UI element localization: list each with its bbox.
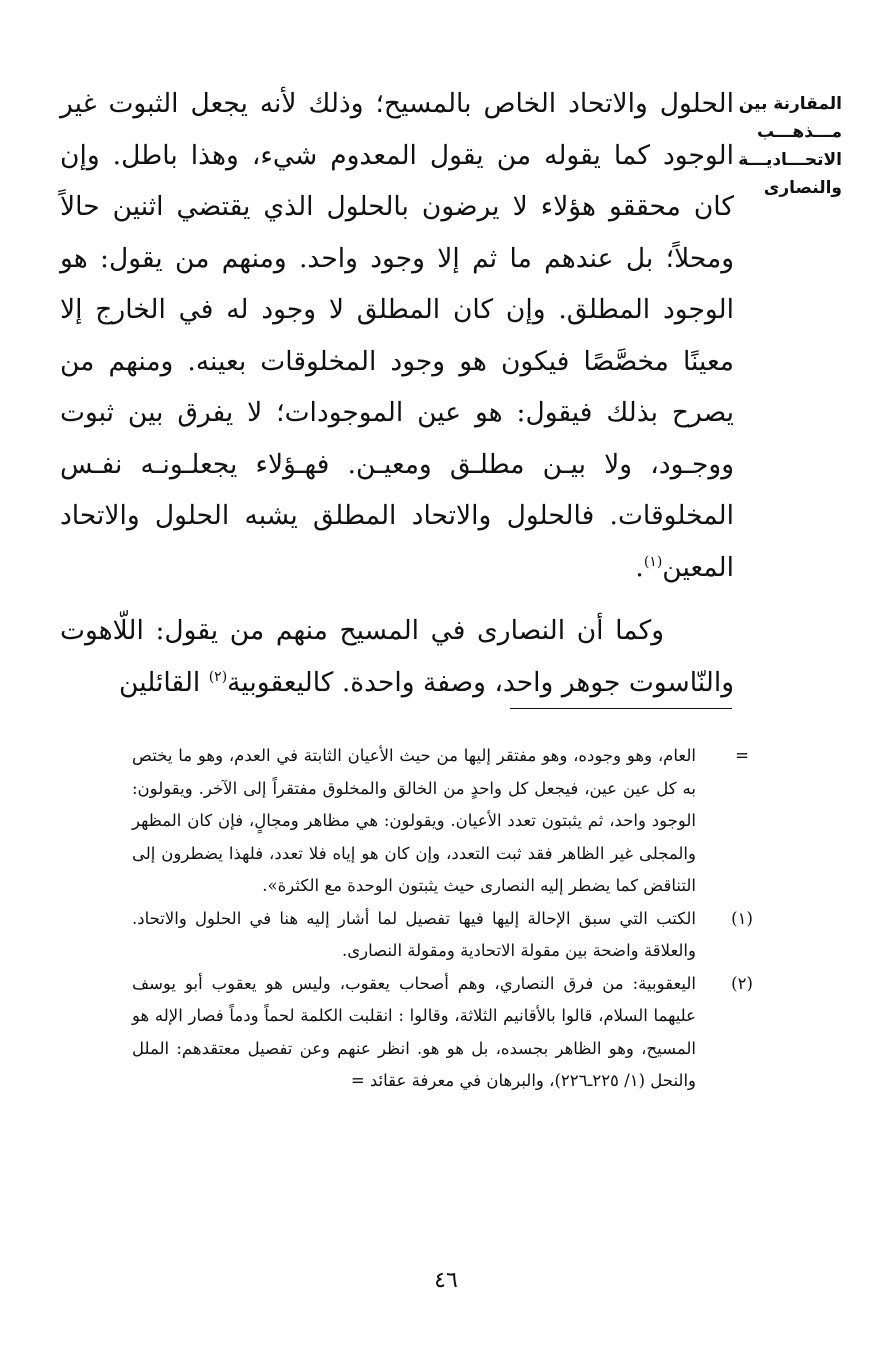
footnote-1 [132, 903, 752, 968]
main-paragraph-1 [60, 78, 734, 593]
margin-note-line: والنصارى [763, 178, 842, 198]
paragraph-text: وكما أن النصارى في المسيح منهم من يقول: اللّاهوت والنّاسوت جوهر واحد، وصفة واحدة. كاليعقوبية [60, 615, 734, 698]
margin-note [738, 90, 842, 202]
footnote-text: اليعقوبية: من فرق النصاري، وهم أصحاب يعقوب، وليس هو يعقوب أبو يوسف عليهما السلام، قالوا بالأقانيم الثلاثة، وقالوا : انقلبت الكلمة لحماً ودماً فصار الإله هو المسيح، وهو الظاهر بجسده، بل هو هو. انظر عنهم وعن تفصيل معتقدهم: الملل والنحل (١/ ٢٢٥ـ٢٢٦)، والبرهان في معرفة عقائد = [132, 973, 696, 1090]
main-text [60, 78, 734, 708]
footnote-text: العام، وهو وجوده، وهو مفتقر إليها من حيث الأعيان الثابتة في العدم، وهو ما يختص به كل عين عين، فيجعل كل واحدٍ من الخالق والمخلوق مفتقراً إلى الآخر. ويقولون: الوجود واحد، ثم يثبتون تعدد الأعيان. ويقولون: هي مظاهر ومجالٍ، فإن كان المظهر والمجلى غير الظاهر فقد ثبت التعدد، وإن كان هو إياه فلا تعدد، فلهذا يضطرون إلى التناقض كما يضطر إليه النصارى حيث يثبتون الوحدة مع الكثرة». [132, 746, 696, 895]
margin-note-line: مـــذهـــب [757, 122, 842, 142]
margin-note-line: الاتحـــاديـــة [738, 150, 842, 170]
footnote-2 [132, 968, 752, 1098]
footnote-marker: (١) [731, 908, 753, 928]
footnote-ref-1: (١) [643, 553, 663, 570]
main-paragraph-2 [60, 605, 734, 708]
footnote-ref-2: (٢) [208, 668, 228, 685]
footnotes [132, 740, 752, 1098]
footnote-text: الكتب التي سبق الإحالة إليها فيها تفصيل لما أشار إليه هنا في الحلول والاتحاد. والعلاقة واضحة بين مقولة الاتحادية ومقولة النصارى. [132, 908, 696, 960]
paragraph-text: القائلين [119, 666, 209, 698]
continuation-marker: = [735, 746, 749, 765]
footnote-continuation [132, 740, 752, 903]
footnote-separator [510, 708, 732, 709]
footnote-marker: (٢) [731, 973, 753, 993]
page-number: ٤٦ [434, 1268, 458, 1293]
margin-note-line: المقارنة بين [738, 94, 842, 114]
paragraph-text: الحلول والاتحاد الخاص بالمسيح؛ وذلك لأنه يجعل الثبوت غير الوجود كما يقوله من يقول المعدوم شيء، وهذا باطل. وإن كان محققو هؤلاء لا يرضون بالحلول الذي يقتضي اثنين حالاً ومحلاً؛ بل عندهم ما ثم إلا وجود واحد. ومنهم من يقول: هو الوجود المطلق. وإن كان المطلق لا وجود له في الخارج إلا معينًا مخصَّصًا فيكون هو وجود المخلوقات بعينه. ومنهم من يصرح بذلك فيقول: هو عين الموجودات؛ لا يفرق بين ثبوت ووجـود، ولا بيـن مطلـق ومعيـن. فهـؤلاء يجعلـونـه نفـس المخلوقات. فالحلول والاتحاد المطلق يشبه الحلول والاتحاد المعين [60, 88, 734, 583]
paragraph-end: . [635, 551, 644, 583]
